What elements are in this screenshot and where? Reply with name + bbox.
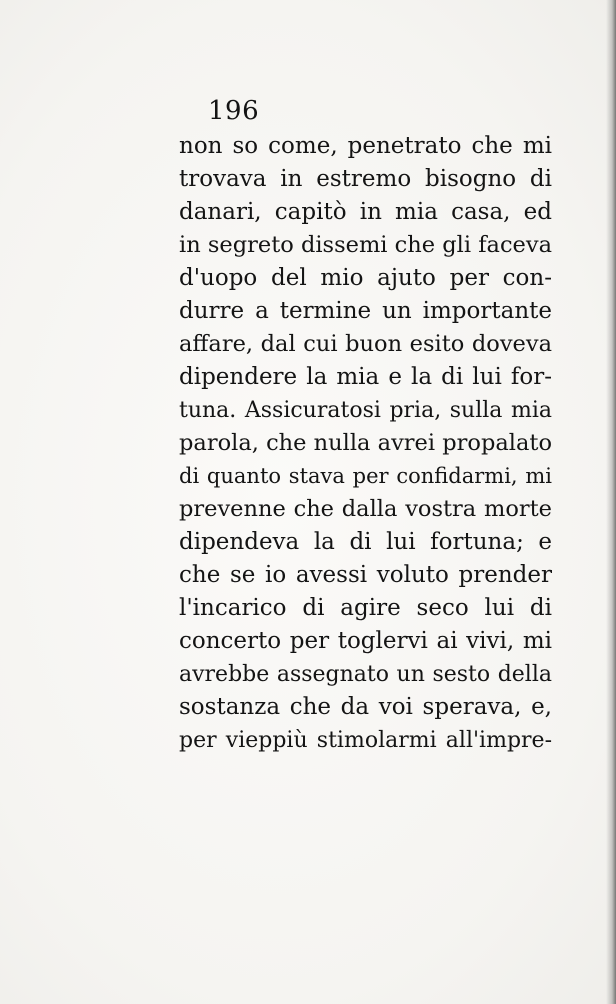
text-line: parola, che nulla avrei propalato	[179, 430, 552, 456]
page-number: 196	[208, 96, 260, 126]
text-line: di quanto stava per confidarmi, mi	[179, 464, 552, 488]
text-line: avrebbe assegnato un sesto della	[179, 662, 552, 687]
text-line: prevenne che dalla vostra morte	[179, 496, 552, 522]
text-line: non so come, penetrato che mi	[179, 133, 552, 159]
text-line: sostanza che da voi sperava, e,	[179, 694, 552, 720]
text-line: l'incarico di agire seco lui di	[179, 595, 552, 621]
text-line: tuna. Assicuratosi pria, sulla mia	[179, 398, 552, 423]
text-line: affare, dal cui buon esito doveva	[179, 331, 552, 357]
text-line: per vieppiù stimolarmi all'impre-	[179, 728, 552, 753]
text-line: concerto per toglervi ai vivi, mi	[179, 628, 552, 654]
text-line: dipendere la mia e la di lui for-	[179, 364, 552, 390]
page-edge-shadow	[606, 0, 616, 1004]
text-line: d'uopo del mio ajuto per con-	[179, 265, 552, 291]
text-line: durre a termine un importante	[179, 298, 552, 324]
body-text	[179, 130, 552, 757]
text-line: che se io avessi voluto prender	[179, 562, 552, 588]
text-line: danari, capitò in mia casa, ed	[179, 199, 552, 225]
text-line: trovava in estremo bisogno di	[179, 166, 552, 192]
text-line: dipendeva la di lui fortuna; e	[179, 529, 552, 555]
text-line: in segreto dissemi che gli faceva	[179, 232, 552, 258]
